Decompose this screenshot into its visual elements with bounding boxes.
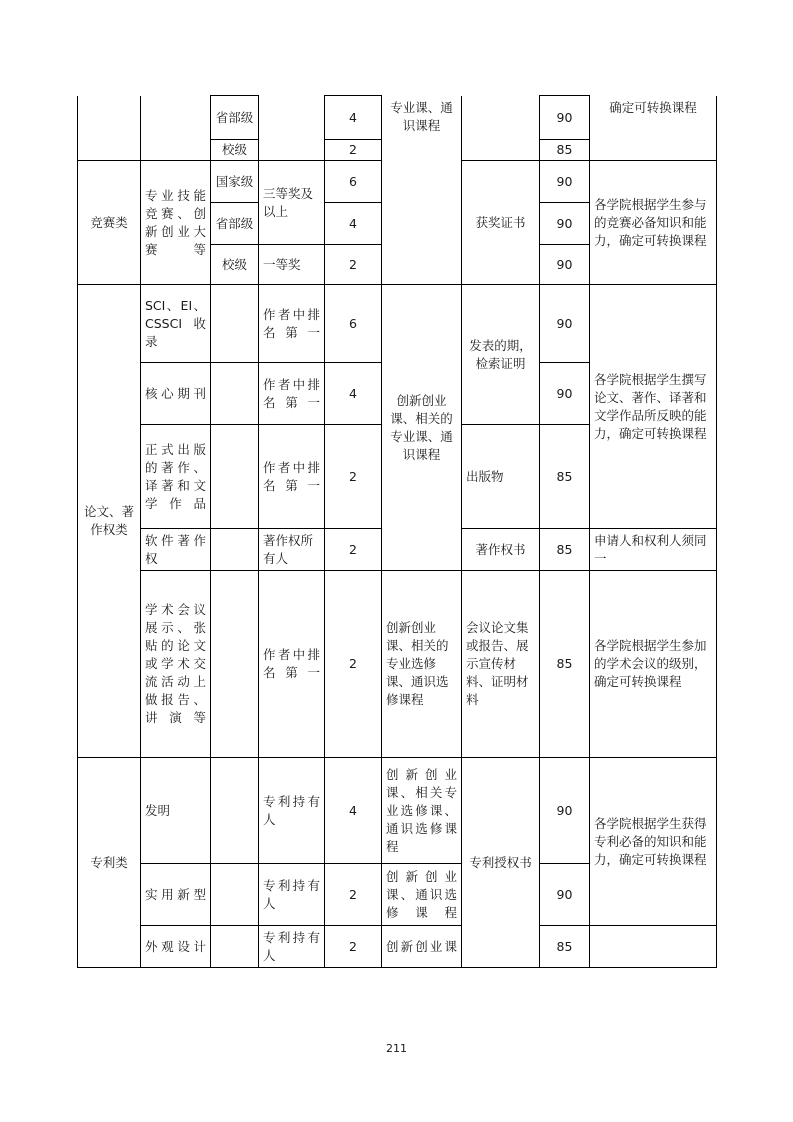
role-cell: 作者中排名第一 (259, 363, 325, 425)
category-cell: 专利类 (78, 758, 141, 968)
proof-cell (462, 96, 540, 161)
points-cell: 2 (325, 864, 382, 926)
table-row (78, 96, 717, 140)
points-cell: 4 (325, 363, 382, 425)
score-cell: 90 (540, 363, 590, 425)
note-cell: 各学院根据学生参与的竞赛必备知识和能力，确定可转换课程 (590, 161, 717, 285)
level-cell (211, 758, 259, 864)
level-cell: 省部级 (211, 96, 259, 140)
points-cell: 2 (325, 926, 382, 968)
proof-cell: 会议论文集或报告、展示宣传材料、证明材料 (462, 571, 540, 758)
level-cell (211, 864, 259, 926)
score-cell: 85 (540, 926, 590, 968)
item-cell: 实用新型 (141, 864, 211, 926)
level-cell: 校级 (211, 245, 259, 285)
note-cell: 各学院根据学生撰写论文、著作、译著和文学作品所反映的能力，确定可转换课程 (590, 285, 717, 529)
points-cell: 2 (325, 571, 382, 758)
points-cell: 4 (325, 96, 382, 140)
note-cell (590, 926, 717, 968)
score-cell: 90 (540, 161, 590, 203)
points-cell: 2 (325, 245, 382, 285)
table-row (78, 571, 717, 758)
table-row (78, 926, 717, 968)
note-cell: 各学院根据学生参加的学术会议的级别，确定可转换课程 (590, 571, 717, 758)
category-cell: 论文、著作权类 (78, 285, 141, 758)
score-cell: 90 (540, 245, 590, 285)
score-cell: 85 (540, 140, 590, 161)
score-cell: 90 (540, 96, 590, 140)
course-cell: 创新创业课、相关的专业选修课、通识选修课程 (382, 571, 462, 758)
course-cell: 专业课、通识课程 (382, 96, 462, 285)
page-number: 211 (386, 1042, 407, 1055)
level-cell: 国家级 (211, 161, 259, 203)
item-cell: 软件著作权 (141, 529, 211, 571)
item-cell: 专业技能竞赛、创新创业大赛等 (141, 161, 211, 285)
points-cell: 2 (325, 140, 382, 161)
item-cell: 正式出版的著作、译著和文学作品 (141, 425, 211, 529)
score-cell: 85 (540, 571, 590, 758)
level-cell (211, 571, 259, 758)
score-cell: 90 (540, 203, 590, 245)
score-cell: 85 (540, 425, 590, 529)
role-cell: 著作权所有人 (259, 529, 325, 571)
role-cell (259, 96, 325, 161)
level-cell (211, 363, 259, 425)
item-cell: SCI、EI、CSSCI收录 (141, 285, 211, 363)
item-cell (141, 96, 211, 161)
award-cell: 三等奖及以上 (259, 161, 325, 245)
course-cell: 创新创业课 (382, 926, 462, 968)
award-cell: 一等奖 (259, 245, 325, 285)
score-cell: 85 (540, 529, 590, 571)
level-cell (211, 425, 259, 529)
role-cell: 作者中排名第一 (259, 285, 325, 363)
course-cell: 创新创业课、通识选修课程 (382, 864, 462, 926)
proof-cell: 著作权书 (462, 529, 540, 571)
points-cell: 6 (325, 285, 382, 363)
score-cell: 90 (540, 864, 590, 926)
proof-cell: 专利授权书 (462, 758, 540, 968)
points-cell: 2 (325, 529, 382, 571)
score-cell: 90 (540, 758, 590, 864)
level-cell (211, 529, 259, 571)
level-cell: 省部级 (211, 203, 259, 245)
proof-cell: 出版物 (462, 425, 540, 529)
role-cell: 专利持有人 (259, 926, 325, 968)
course-cell: 创新创业课、相关的专业课、通识课程 (382, 285, 462, 571)
points-cell: 4 (325, 203, 382, 245)
proof-cell: 发表的期，检索证明 (462, 285, 540, 425)
role-cell: 作者中排名第一 (259, 425, 325, 529)
note-cell: 各学院根据学生获得专利必备的知识和能力，确定可转换课程 (590, 758, 717, 926)
item-cell: 发明 (141, 758, 211, 864)
level-cell (211, 285, 259, 363)
points-cell: 4 (325, 758, 382, 864)
role-cell: 作者中排名第一 (259, 571, 325, 758)
item-cell: 外观设计 (141, 926, 211, 968)
item-cell: 学术会议展示、张贴的论文或学术交流活动上做报告、讲演等 (141, 571, 211, 758)
points-cell: 2 (325, 425, 382, 529)
table-row (78, 758, 717, 864)
credit-conversion-table (77, 95, 717, 968)
proof-cell: 获奖证书 (462, 161, 540, 285)
level-cell (211, 926, 259, 968)
note-cell: 确定可转换课程 (590, 96, 717, 161)
table-row (78, 285, 717, 363)
points-cell: 6 (325, 161, 382, 203)
note-cell: 申请人和权利人须同一 (590, 529, 717, 571)
role-cell: 专利持有人 (259, 758, 325, 864)
course-cell: 创新创业课、相关专业选修课、通识选修课程 (382, 758, 462, 864)
role-cell: 专利持有人 (259, 864, 325, 926)
item-cell: 核心期刊 (141, 363, 211, 425)
category-cell: 竞赛类 (78, 161, 141, 285)
score-cell: 90 (540, 285, 590, 363)
category-cell (78, 96, 141, 161)
level-cell: 校级 (211, 140, 259, 161)
